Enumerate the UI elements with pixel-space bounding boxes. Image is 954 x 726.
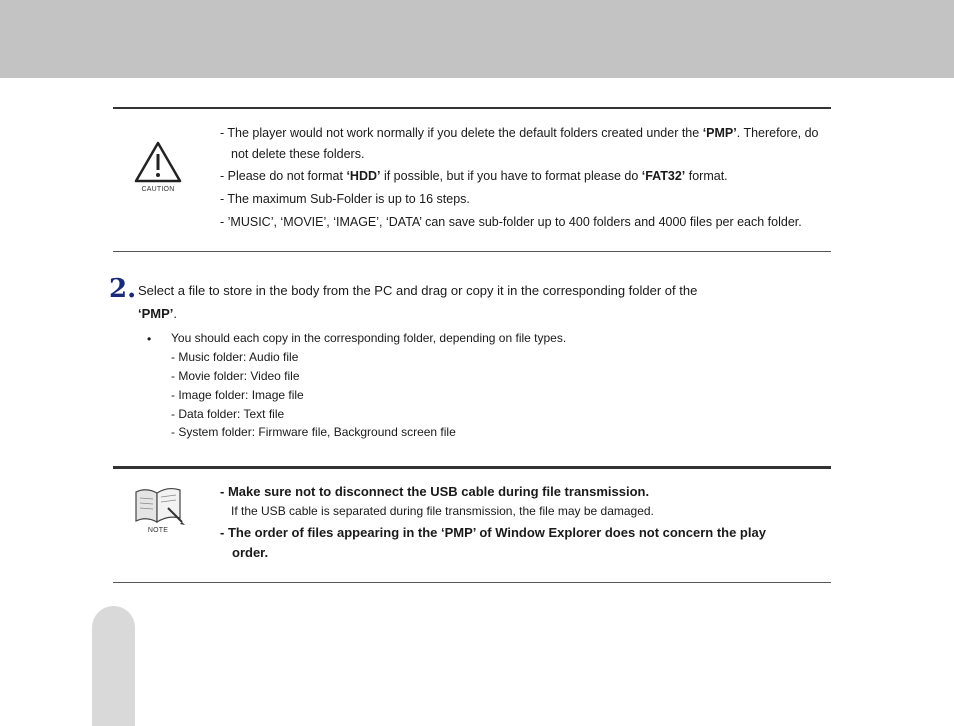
caution-bottom-rule <box>113 251 831 252</box>
step-number: 2. <box>109 274 137 304</box>
note-bottom-rule <box>113 582 831 583</box>
caution-text: format. <box>685 169 728 183</box>
bullet-dot: • <box>147 332 152 346</box>
warning-triangle-icon <box>133 141 183 185</box>
pmp-emphasis: ‘PMP’ <box>138 306 174 321</box>
step-text: Select a file to store in the body from the PC and drag or copy it in the corresponding folder of the <box>138 283 698 298</box>
step-period: . <box>173 306 178 321</box>
caution-line-4: - ’MUSIC’, ‘MOVIE’, ‘IMAGE’, ‘DATA’ can save sub-folder up to 400 folders and 4000 files per each folder. <box>220 215 802 229</box>
folder-item-movie: - Movie folder: Video file <box>171 369 300 383</box>
folder-item-music: - Music folder: Audio file <box>171 350 299 364</box>
step-text-cont <box>138 306 177 322</box>
book-icon <box>130 484 186 526</box>
caution-text: . Therefore, do <box>736 126 819 140</box>
caution-line-2 <box>220 168 728 184</box>
header-band <box>0 0 954 78</box>
caution-block-icon <box>133 141 183 193</box>
fat32-emphasis: ‘FAT32’ <box>641 169 686 183</box>
caution-caption: CAUTION <box>141 186 175 193</box>
folder-item-system: - System folder: Firmware file, Background screen file <box>171 425 456 439</box>
note-line-2: - The order of files appearing in the ‘PMP’ of Window Explorer does not concern the play <box>220 525 766 540</box>
note-caption: NOTE <box>147 527 169 534</box>
folder-item-data: - Data folder: Text file <box>171 407 285 421</box>
note-block-icon <box>130 484 186 534</box>
caution-line-1-cont: not delete these folders. <box>231 147 365 161</box>
caution-text: - The player would not work normally if you delete the default folders created under the <box>220 126 703 140</box>
caution-line-3: - The maximum Sub-Folder is up to 16 steps. <box>220 192 470 206</box>
note-line-2-cont: order. <box>232 545 269 560</box>
caution-top-rule <box>113 107 831 109</box>
note-top-rule <box>113 466 831 469</box>
page-side-tab <box>92 606 135 726</box>
note-line-1: - Make sure not to disconnect the USB cable during file transmission. <box>220 484 650 499</box>
hdd-emphasis: ‘HDD’ <box>346 169 381 183</box>
folder-item-image: - Image folder: Image file <box>171 388 304 402</box>
pmp-emphasis: ‘PMP’ <box>702 126 737 140</box>
bullet-text: You should each copy in the corresponding folder, depending on file types. <box>171 331 567 345</box>
caution-text: - Please do not format <box>220 169 347 183</box>
caution-line-1 <box>220 125 819 141</box>
caution-text: if possible, but if you have to format please do <box>380 169 642 183</box>
note-line-1-sub: If the USB cable is separated during file transmission, the file may be damaged. <box>231 504 654 518</box>
